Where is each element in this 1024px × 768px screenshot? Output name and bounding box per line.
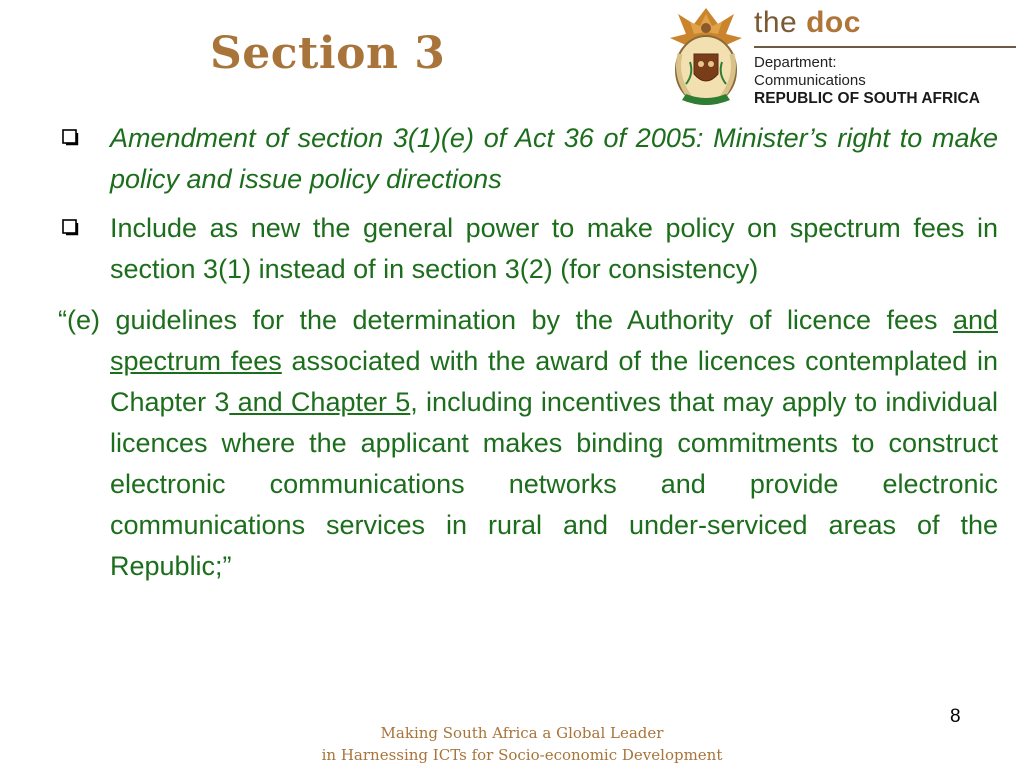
- dept-label: Department:: [754, 54, 837, 71]
- checkbox-bullet-icon: [62, 219, 80, 237]
- footer-tagline: [262, 722, 782, 766]
- brand-doc: doc: [806, 6, 861, 39]
- doc-logo: [664, 4, 1020, 112]
- country-name: REPUBLIC OF SOUTH AFRICA: [754, 90, 980, 107]
- page-number: 8: [950, 706, 961, 727]
- quote-text: “(e) guidelines for the determination by the Authority of licence fees: [58, 305, 953, 335]
- brand-the: the: [754, 6, 798, 39]
- dept-name: Communications: [754, 72, 866, 89]
- quote-text: , including incentives that may apply to individual licences where the applicant makes binding commitments to construct electronic communications networks and provide electronic communications services in rural and under-serviced areas of the Republic;”: [110, 387, 998, 581]
- logo-divider: [754, 46, 1016, 48]
- coat-of-arms-icon: [664, 4, 748, 112]
- quote-underlined: and spectrum fees: [110, 305, 998, 376]
- quote-text: associated with the award of the licences contemplated in Chapter 3: [110, 346, 998, 417]
- quote-underlined: and Chapter 5: [229, 387, 411, 417]
- bullet-text: Include as new the general power to make policy on spectrum fees in section 3(1) instead of in section 3(2) (for consistency): [110, 213, 998, 284]
- bullet-item: [58, 118, 998, 200]
- slide-body: [58, 118, 998, 587]
- quoted-amendment: [58, 300, 998, 587]
- footer-line: in Harnessing ICTs for Socio-economic Development: [321, 746, 723, 764]
- bullet-item: [58, 208, 998, 290]
- checkbox-bullet-icon: [62, 129, 80, 147]
- slide-title: Section 3: [210, 28, 446, 79]
- brand-wordmark: [754, 6, 861, 40]
- footer-line: Making South Africa a Global Leader: [380, 724, 664, 742]
- bullet-text: Amendment of section 3(1)(e) of Act 36 of 2005: Minister’s right to make policy and issue policy directions: [110, 123, 998, 194]
